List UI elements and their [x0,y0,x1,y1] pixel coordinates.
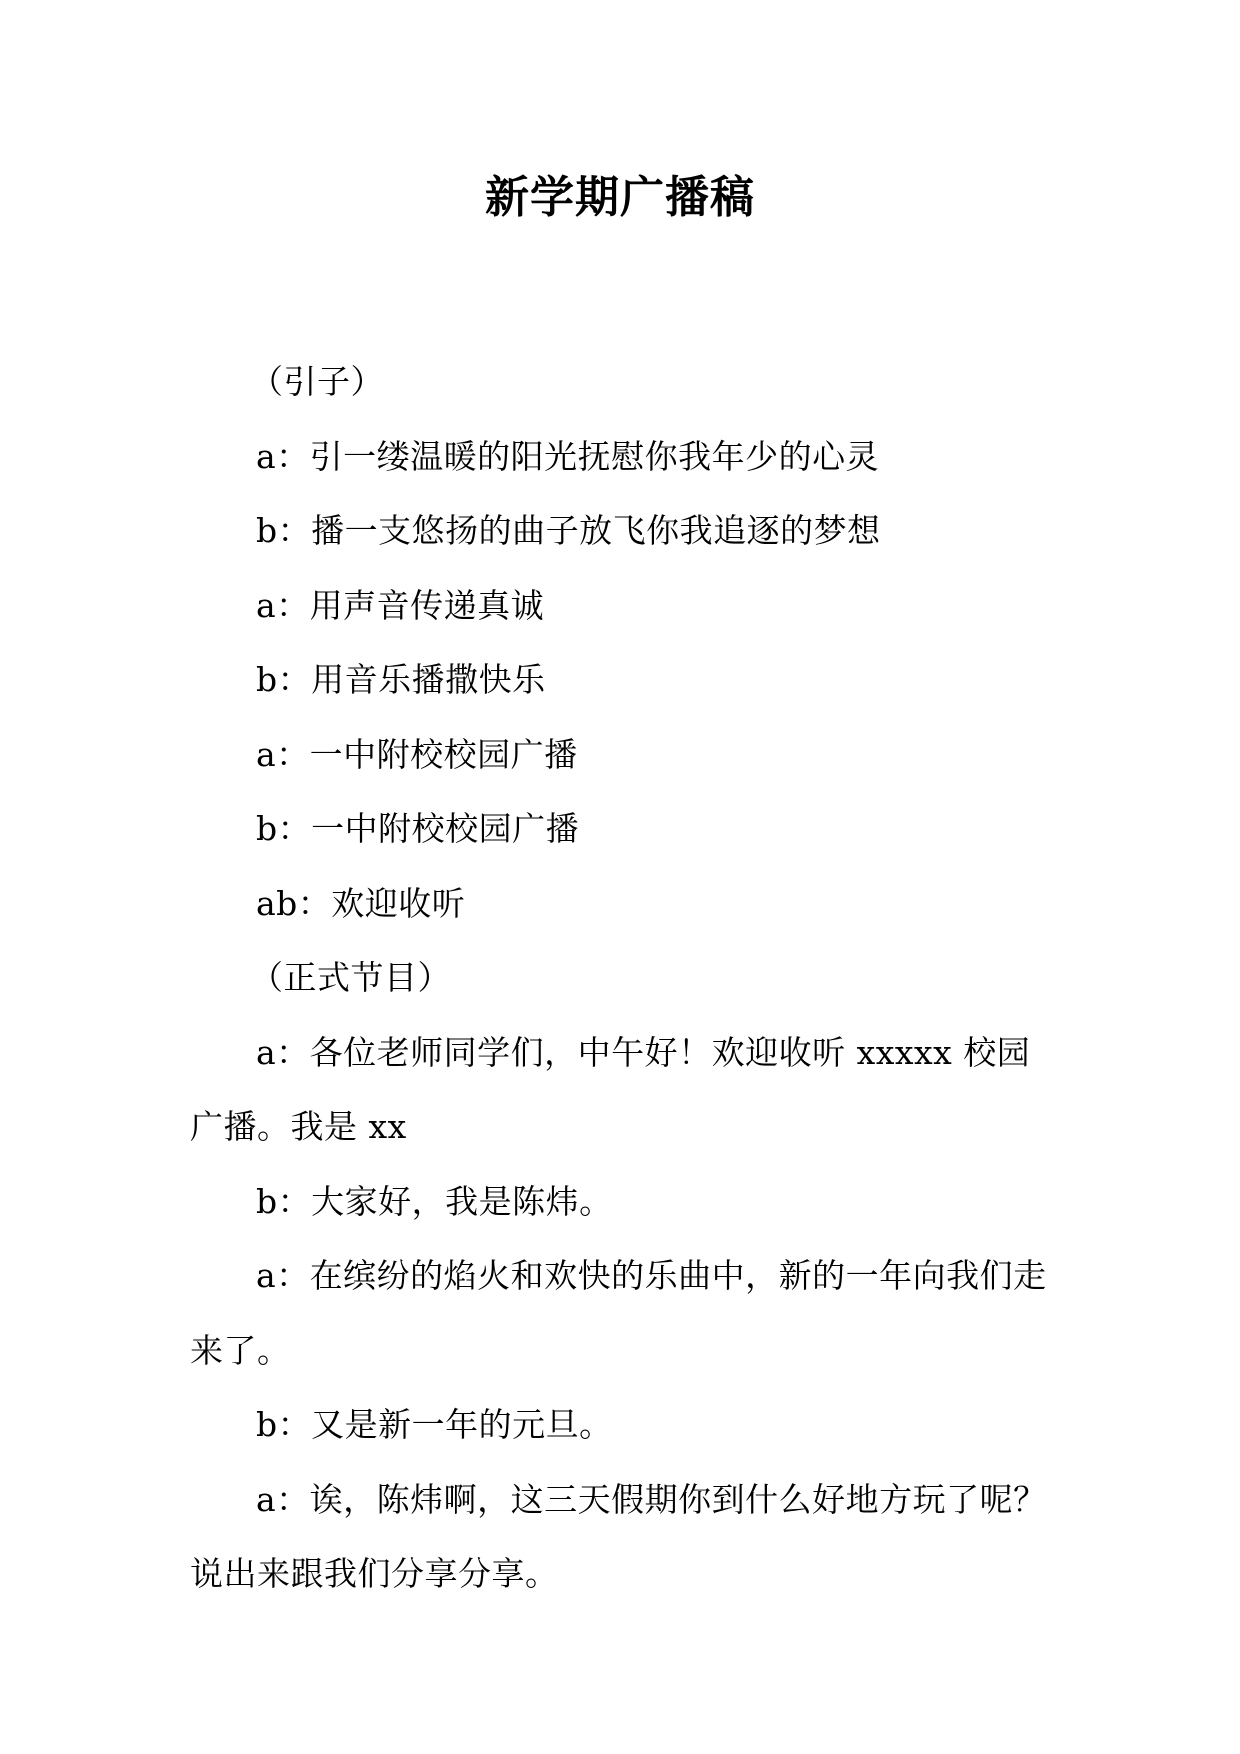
paragraph: a：引一缕温暖的阳光抚慰你我年少的心灵 [256,436,880,476]
paragraph: b：大家好，我是陈炜。 [256,1181,613,1221]
paragraph: b：用音乐播撒快乐 [256,660,546,699]
paragraph: ab：欢迎收听 [256,883,466,923]
paragraph-intro-heading: （引子） [250,362,384,401]
paragraph: a：用声音传递真诚 [256,585,545,625]
paragraph: b：一中附校校园广播 [256,809,580,848]
paragraph-main-heading: （正式节目） [250,958,451,997]
paragraph: b：播一支悠扬的曲子放飞你我追逐的梦想 [256,511,881,550]
paragraph: a：在缤纷的焰火和欢快的乐曲中，新的一年向我们走来了。 [190,1256,1047,1370]
paragraph: a：一中附校校园广播 [256,734,578,774]
paragraph: a：诶，陈炜啊，这三天假期你到什么好地方玩了呢？说出来跟我们分享分享。 [190,1479,1047,1593]
paragraph: b：又是新一年的元旦。 [256,1405,613,1444]
document-title: 新学期广播稿 [485,172,755,223]
document-body [190,345,1060,1612]
paragraph: a：各位老师同学们，中午好！欢迎收听 xxxxx 校园广播。我是 xx [190,1032,1031,1146]
